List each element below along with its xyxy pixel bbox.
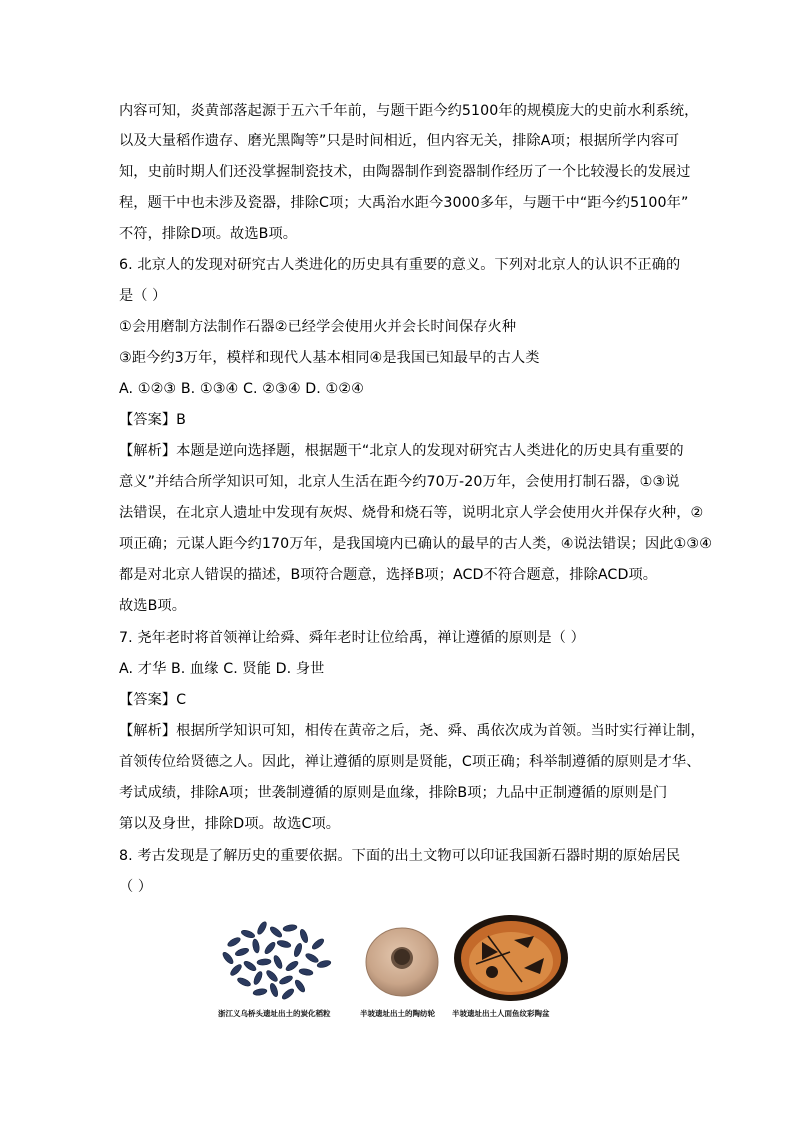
question-6-analysis: 项正确；元谋人距今约170万年，是我国境内已确认的最早的古人类，④说法错误；因此①③④ [119, 536, 713, 552]
text-line: 不符，排除D项。故选B项。 [119, 226, 298, 242]
text-line: 知，史前时期人们还没掌握制瓷技术，由陶器制作到瓷器制作经历了一个比较漫长的发展过 [119, 164, 691, 180]
carbonized-rice-grains-icon [214, 912, 336, 1004]
painted-pottery-basin-icon [452, 912, 570, 1004]
figure-rice [214, 912, 336, 1018]
figure-spindle-whorl [360, 912, 444, 1018]
question-6-analysis: 意义”并结合所学知识可知，北京人生活在距今约70万-20万年，会使用打制石器，①③说 [119, 474, 680, 490]
figure-caption: 半坡遗址出土的陶纺轮 [360, 1009, 435, 1018]
question-6-stem: 是（ ） [119, 288, 167, 304]
question-7-options: A. 才华 B. 血缘 C. 贤能 D. 身世 [119, 661, 325, 677]
question-6-item: ①会用磨制方法制作石器②已经学会使用火并会长时间保存火种 [119, 319, 517, 335]
question-7-analysis: 考试成绩，排除A项；世袭制遵循的原则是血缘，排除B项；九品中正制遵循的原则是门 [119, 785, 668, 801]
question-7-analysis: 首领传位给贤德之人。因此，禅让遵循的原则是贤能，C项正确；科举制遵循的原则是才华、 [119, 754, 701, 770]
figure-caption: 半坡遗址出土人面鱼纹彩陶盆 [452, 1009, 550, 1018]
question-6-stem: 6. 北京人的发现对研究古人类进化的历史具有重要的意义。下列对北京人的认识不正确的 [119, 257, 681, 273]
question-6-answer: 【答案】B [119, 412, 186, 428]
question-6-analysis: 故选B项。 [119, 598, 186, 614]
text-line: 以及大量稻作遗存、磨光黑陶等”只是时间相近，但内容无关，排除A项；根据所学内容可 [119, 133, 680, 149]
pottery-spindle-whorl-icon [360, 912, 444, 1004]
question-7-answer: 【答案】C [119, 692, 187, 708]
artifact-figures [214, 912, 594, 1024]
question-6-options: A. ①②③ B. ①③④ C. ②③④ D. ①②④ [119, 381, 364, 397]
question-6-analysis: 法错误，在北京人遗址中发现有灰烬、烧骨和烧石等，说明北京人学会使用火并保存火种，② [119, 505, 704, 521]
question-7-analysis: 第以及身世，排除D项。故选C项。 [119, 816, 341, 832]
question-8-stem: 8. 考古发现是了解历史的重要依据。下面的出土文物可以印证我国新石器时期的原始居民 [119, 848, 681, 864]
question-7-stem: 7. 尧年老时将首领禅让给舜、舜年老时让位给禹，禅让遵循的原则是（ ） [119, 630, 585, 646]
question-6-analysis: 【解析】本题是逆向选择题，根据题干“北京人的发现对研究古人类进化的历史具有重要的 [119, 443, 684, 459]
text-line: 内容可知，炎黄部落起源于五六千年前，与题干距今约5100年的规模庞大的史前水利系统， [119, 103, 699, 119]
figure-caption: 浙江义乌桥头遗址出土的炭化稻粒 [218, 1009, 331, 1018]
figure-painted-basin [452, 912, 570, 1018]
question-6-item: ③距今约3万年，模样和现代人基本相同④是我国已知最早的古人类 [119, 350, 540, 366]
question-6-analysis: 都是对北京人错误的描述，B项符合题意，选择B项；ACD不符合题意，排除ACD项。 [119, 567, 658, 583]
question-8-stem: （ ） [119, 879, 153, 895]
question-7-analysis: 【解析】根据所学知识可知，相传在黄帝之后，尧、舜、禹依次成为首领。当时实行禅让制， [119, 723, 705, 739]
text-line: 程，题干中也未涉及瓷器，排除C项；大禹治水距今3000多年，与题干中“距今约5100年” [119, 195, 689, 211]
